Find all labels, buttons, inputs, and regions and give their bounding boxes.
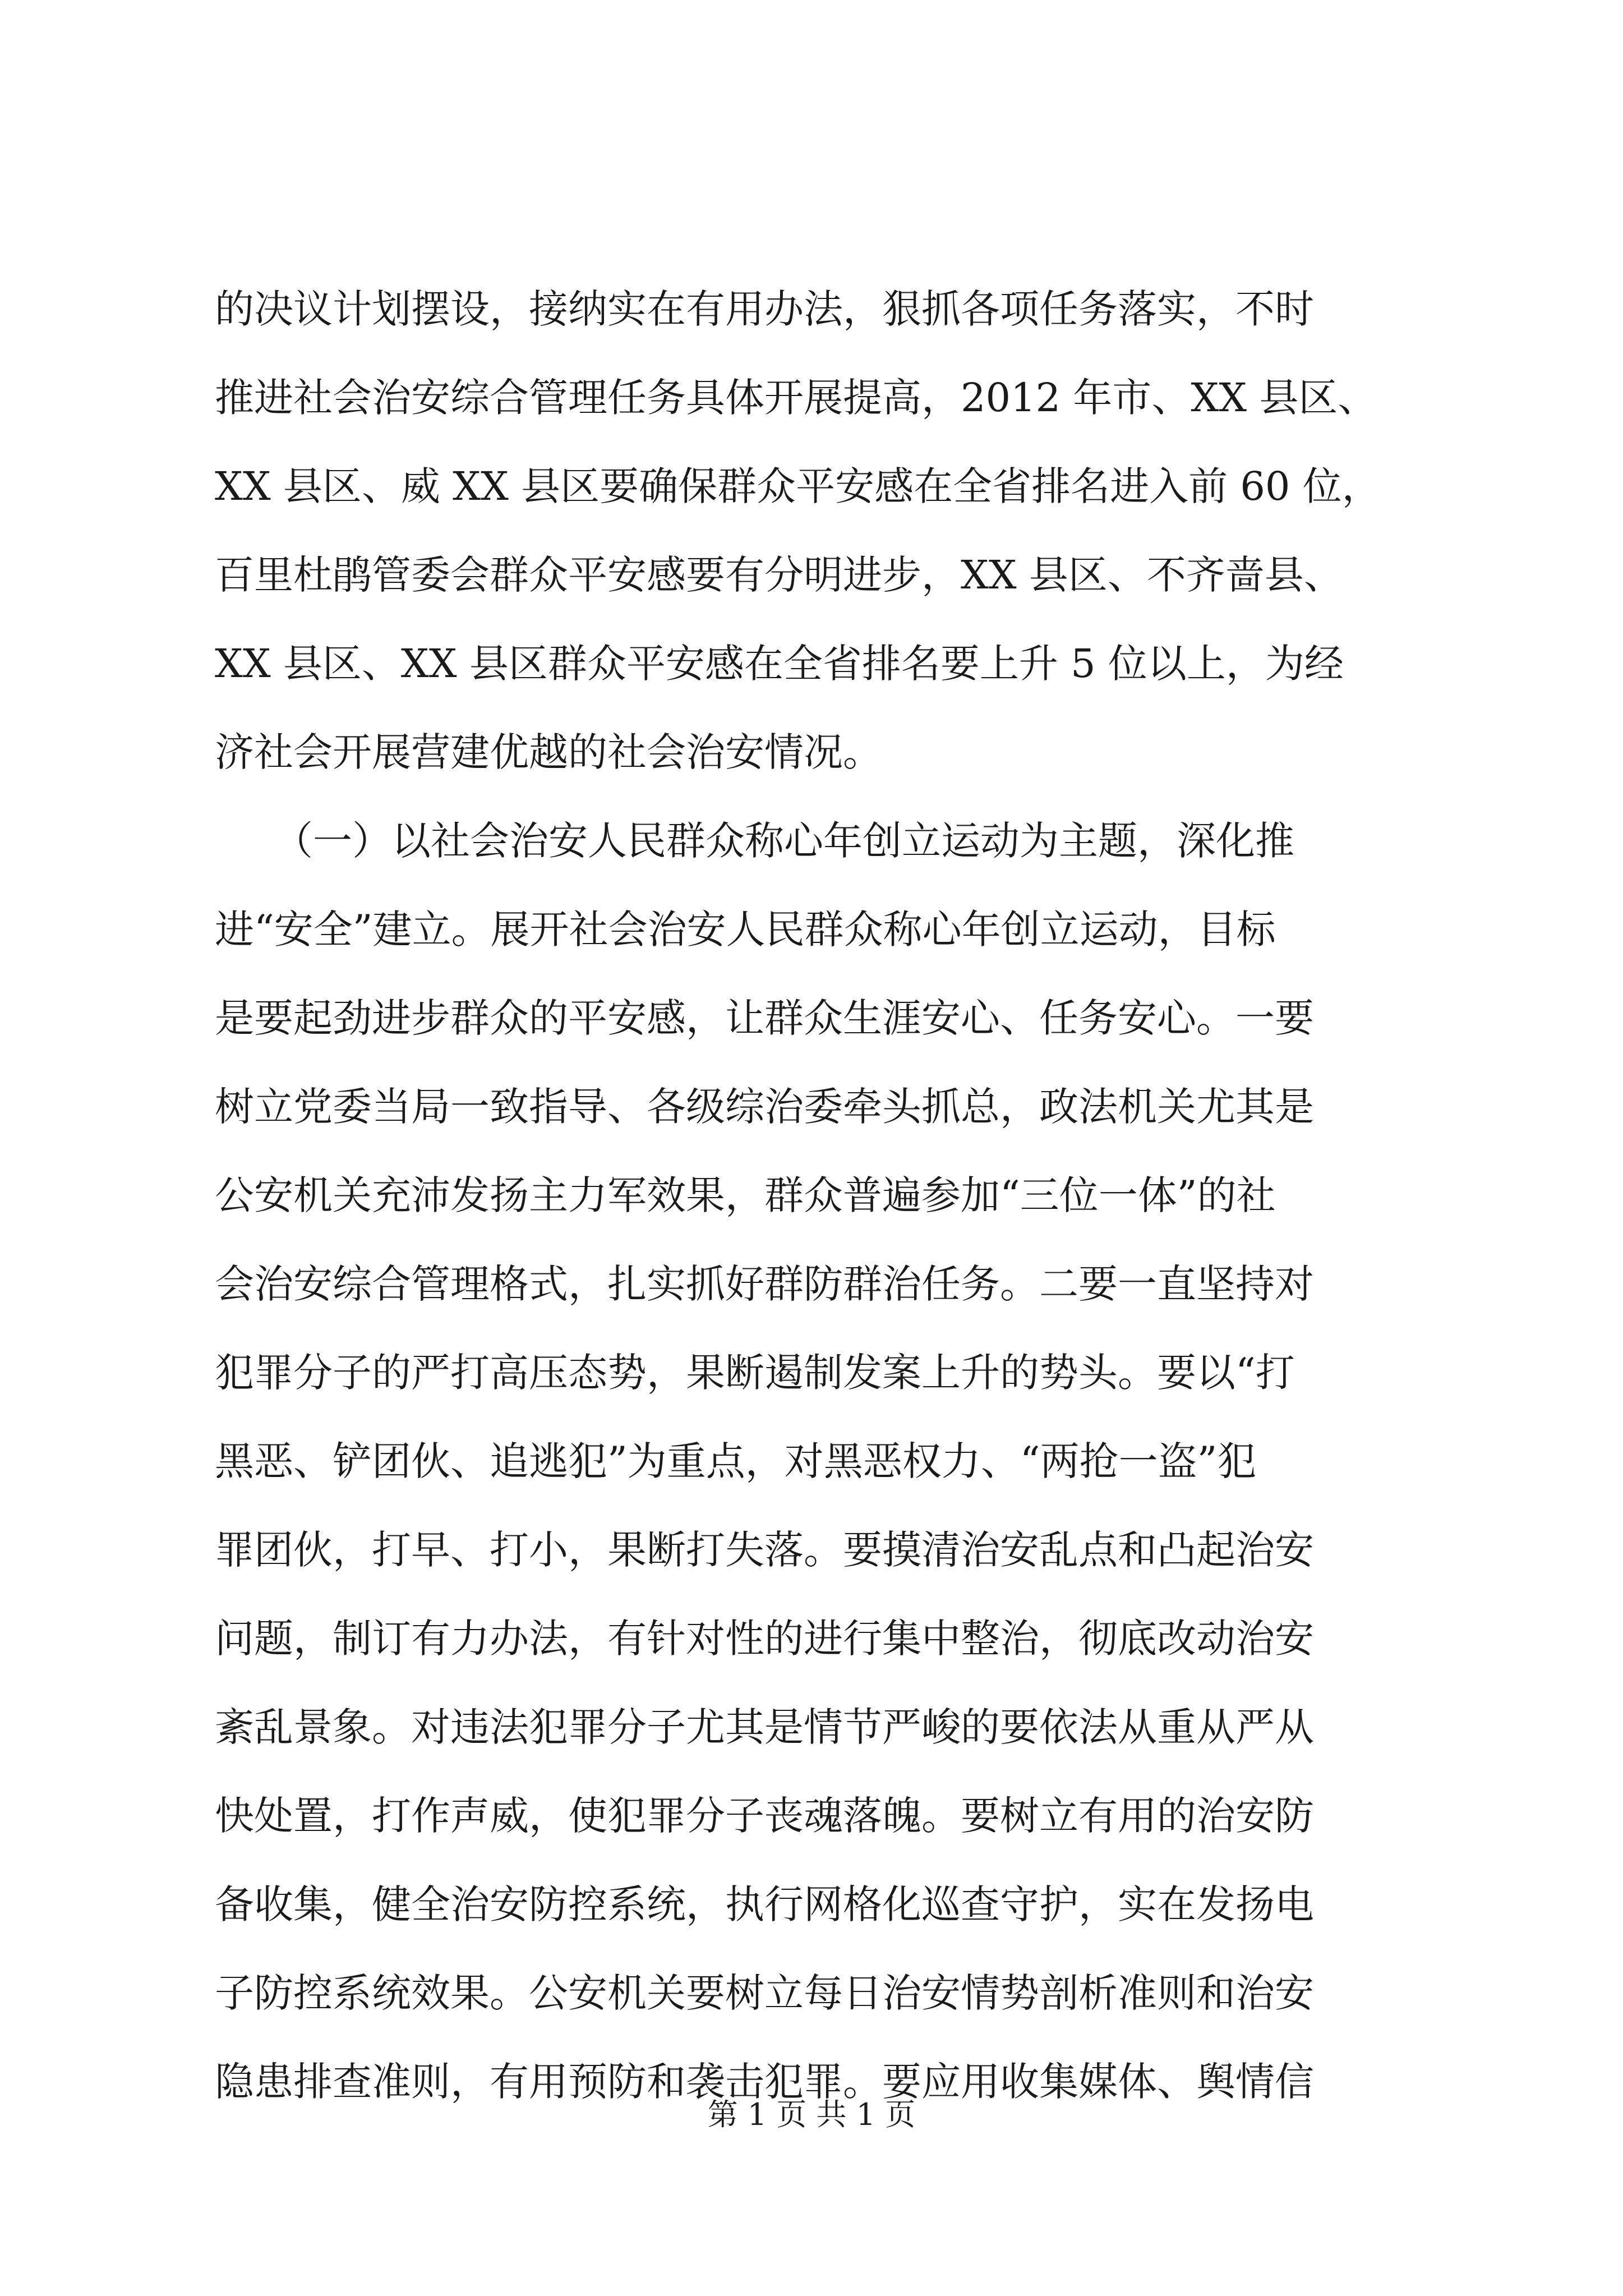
page-footer [0,2092,1623,2137]
text-line: 备收集，健全治安防控系统，执行网格化巡查守护，实在发扬电 [215,1881,1314,1927]
text-line: 是要起劲进步群众的平安感，让群众生涯安心、任务安心。一要 [215,995,1314,1041]
text-line: 罪团伙，打早、打小，果断打失落。要摸清治安乱点和凸起治安 [215,1527,1314,1573]
text-line: 推进社会治安综合管理任务具体开展提高，2012 年市、XX 县区、 [215,375,1377,421]
text-line: 问题，制订有力办法，有针对性的进行集中整治，彻底改动治安 [215,1616,1314,1662]
text-line: 济社会开展营建优越的社会治安情况。 [215,729,882,775]
text-line: 树立党委当局一致指导、各级综治委牵头抓总，政法机关尤其是 [215,1084,1314,1130]
body-text [215,265,1404,2126]
text-line: 进“安全”建立。展开社会治安人民群众称心年创立运动，目标 [215,907,1276,953]
text-line: 公安机关充沛发扬主力军效果，群众普遍参加“三位一体”的社 [215,1172,1276,1218]
text-line: 百里杜鹃管委会群众平安感要有分明进步，XX 县区、不齐啬县、 [215,552,1343,598]
text-line: （一）以社会治安人民群众称心年创立运动为主题，深化推 [215,818,1294,864]
text-line: 犯罪分子的严打高压态势，果断遏制发案上升的势头。要以“打 [215,1350,1295,1396]
text-line: 快处置，打作声威，使犯罪分子丧魂落魄。要树立有用的治安防 [215,1793,1314,1839]
text-line: 黑恶、铲团伙、追逃犯”为重点，对黑恶权力、“两抢一盗”犯 [215,1438,1257,1484]
text-line: 会治安综合管理格式，扎实抓好群防群治任务。二要一直坚持对 [215,1261,1314,1307]
text-line: 的决议计划摆设，接纳实在有用办法，狠抓各项任务落实，不时 [215,286,1314,332]
text-line: XX 县区、XX 县区群众平安感在全省排名要上升 5 位以上，为经 [215,641,1344,687]
text-line: 隐患排查准则，有用预防和袭击犯罪。要应用收集媒体、舆情信 [215,2059,1314,2105]
page-number: 第 1 页 共 1 页 [707,2097,916,2132]
text-line: 子防控系统效果。公安机关要树立每日治安情势剖析准则和治安 [215,1970,1314,2016]
text-line: 紊乱景象。对违法犯罪分子尤其是情节严峻的要依法从重从严从 [215,1704,1314,1750]
text-line: XX 县区、威 XX 县区要确保群众平安感在全省排名进入前 60 位， [215,463,1381,509]
